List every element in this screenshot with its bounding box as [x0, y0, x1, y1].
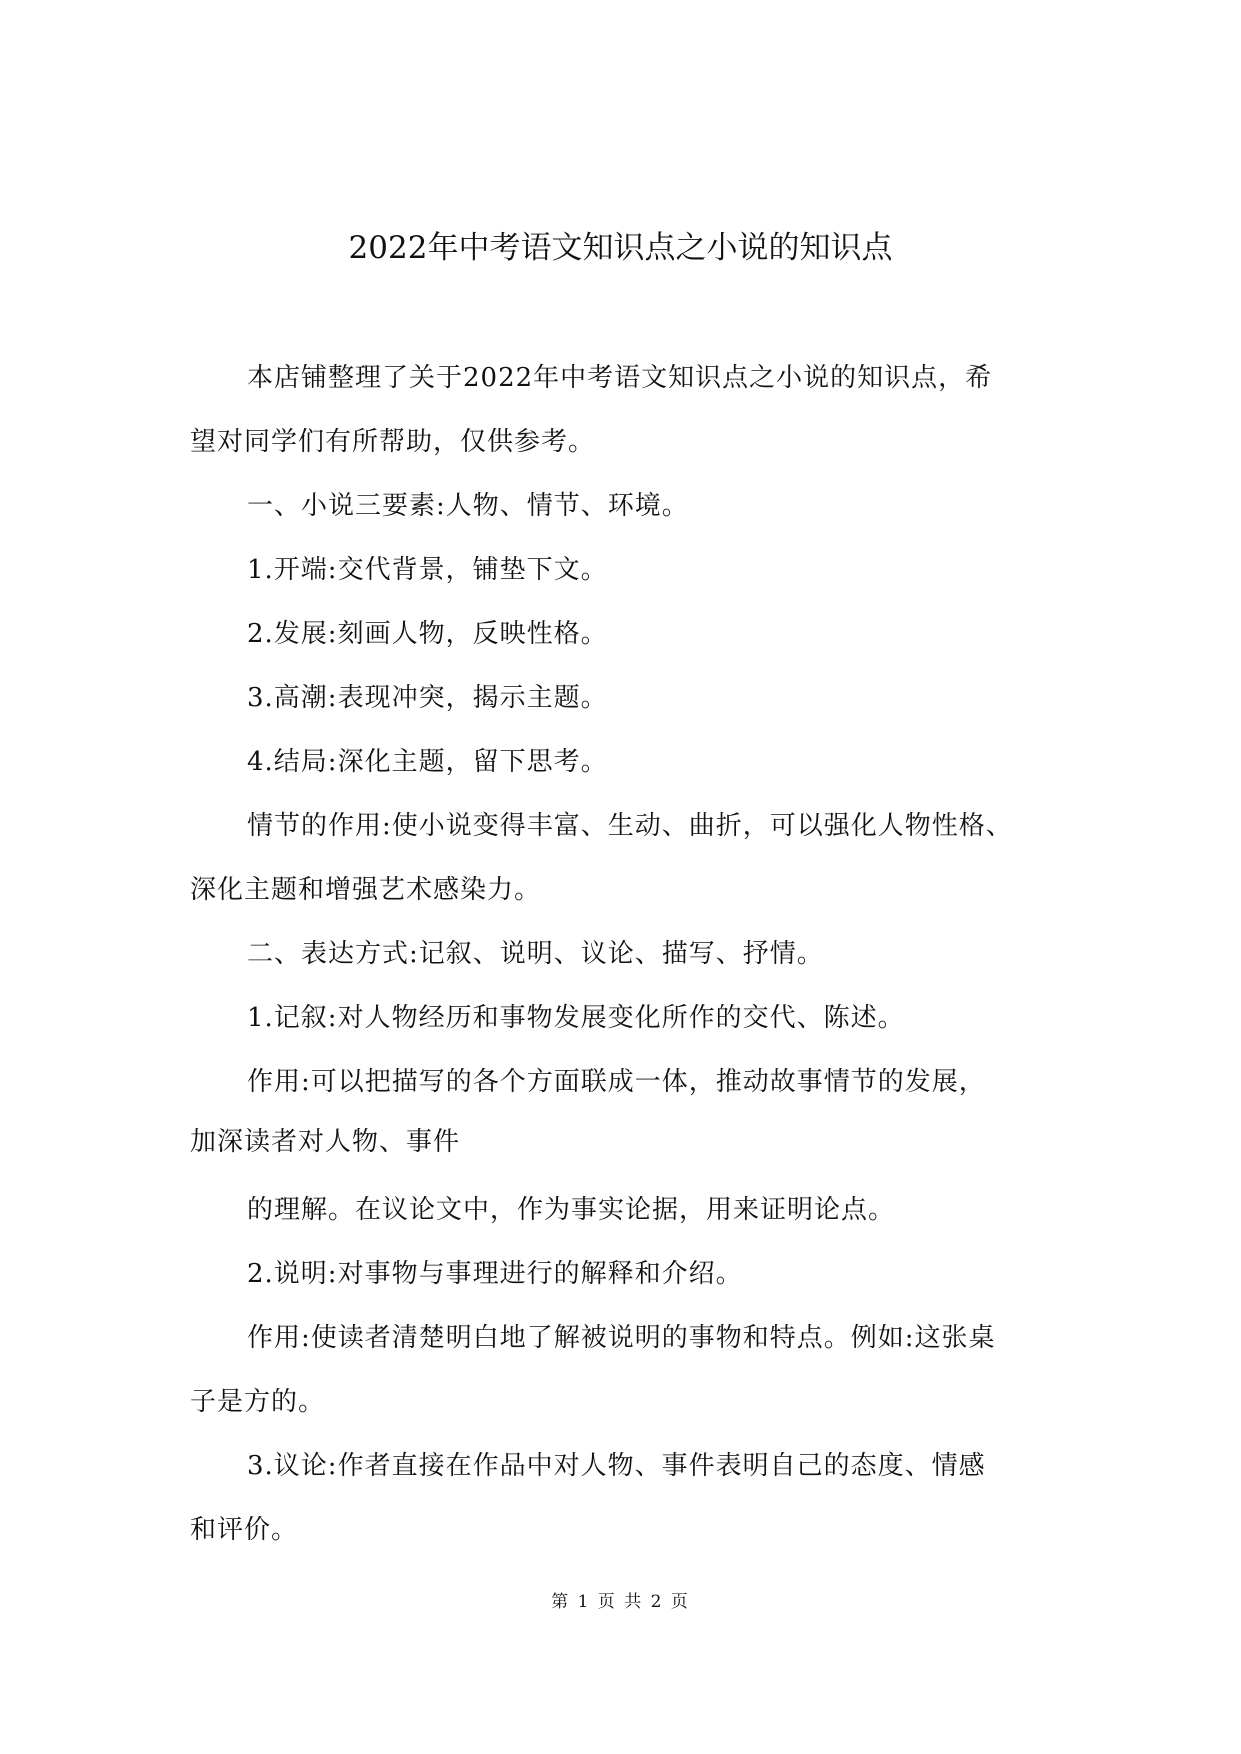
body-line: 深化主题和增强艺术感染力。 — [190, 875, 542, 905]
list-item: 4.结局:深化主题，留下思考。 — [247, 747, 608, 777]
list-item: 3.议论:作者直接在作品中对人物、事件表明自己的态度、情感 — [247, 1451, 986, 1481]
body-line: 作用:使读者清楚明白地了解被说明的事物和特点。例如:这张桌 — [247, 1323, 996, 1353]
body-line: 情节的作用:使小说变得丰富、生动、曲折，可以强化人物性格、 — [247, 811, 1013, 841]
body-line: 作用:可以把描写的各个方面联成一体，推动故事情节的发展， — [247, 1067, 986, 1097]
body-line: 望对同学们有所帮助，仅供参考。 — [190, 427, 596, 457]
list-item: 3.高潮:表现冲突，揭示主题。 — [247, 683, 608, 713]
section-heading: 二、表达方式:记叙、说明、议论、描写、抒情。 — [247, 939, 824, 969]
body-line: 和评价。 — [190, 1515, 299, 1545]
body-line: 的理解。在议论文中，作为事实论据，用来证明论点。 — [247, 1195, 896, 1225]
list-item: 1.记叙:对人物经历和事物发展变化所作的交代、陈述。 — [247, 1003, 905, 1033]
document-title: 2022年中考语文知识点之小说的知识点 — [348, 230, 893, 266]
body-line: 子是方的。 — [190, 1387, 326, 1417]
list-item: 1.开端:交代背景，铺垫下文。 — [247, 555, 608, 585]
body-line: 本店铺整理了关于2022年中考语文知识点之小说的知识点，希 — [247, 363, 993, 393]
body-line: 加深读者对人物、事件 — [190, 1127, 461, 1157]
list-item: 2.说明:对事物与事理进行的解释和介绍。 — [247, 1259, 743, 1289]
page-number: 第 1 页 共 2 页 — [551, 1592, 690, 1612]
list-item: 2.发展:刻画人物，反映性格。 — [247, 619, 608, 649]
section-heading: 一、小说三要素:人物、情节、环境。 — [247, 491, 689, 521]
